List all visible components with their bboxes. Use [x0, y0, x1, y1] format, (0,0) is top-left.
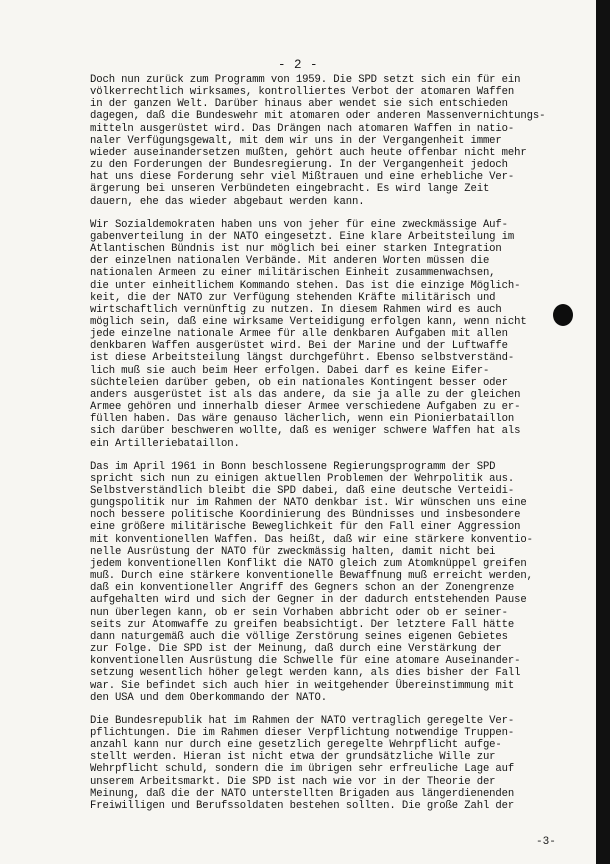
paragraph: [90, 715, 566, 812]
text-line: anzahl kann nur durch eine gesetzlich geregelte Wehrpflicht aufge-: [90, 739, 502, 752]
text-line: muß. Durch eine stärkere konventionelle Bewaffnung muß erreicht werden,: [90, 570, 533, 583]
scan-edge: [596, 0, 610, 864]
text-line: Armee gehören und innerhalb dieser Armee verschiedene Aufgaben zu er-: [90, 401, 521, 414]
text-line: gabenverteilung in der NATO eingesetzt. Eine klare Arbeitsteilung im: [90, 230, 515, 243]
text-line: jede einzelne nationale Armee für alle denkbaren Aufgaben mit allen: [90, 328, 508, 341]
text-line: wirtschaftlich vernünftig zu nutzen. In diesem Rahmen wird es auch: [90, 303, 502, 316]
text-line: sich darüber beschweren wollte, daß es weniger schwere Waffen hat als: [90, 425, 521, 438]
text-line: völkerrechtlich wirksames, kontrolliertes Verbot der atomaren Waffen: [90, 86, 515, 99]
text-line: setzung wesentlich höher gelegt werden kann, als dies bisher der Fall: [90, 667, 521, 680]
text-line: Selbstverständlich bleibt die SPD dabei, daß eine deutsche Verteidi-: [90, 485, 515, 497]
text-line: naler Verfügungsgewalt, mit dem wir uns in der Vergangenheit immer: [90, 134, 502, 147]
text-line: war. Sie befindet sich auch hier in weitgehender Übereinstimmung mit: [90, 679, 515, 692]
text-line: zu den Forderungen der Bundesregierung. In der Vergangenheit jedoch: [90, 159, 508, 172]
text-line: hat uns diese Forderung sehr viel Mißtrauen und eine erhebliche Ver-: [90, 171, 515, 184]
text-line: der einzelnen nationalen Verbände. Mit anderen Worten müssen die: [90, 255, 490, 268]
text-line: Freiwilligen und Berufssoldaten bestehen sollten. Die große Zahl der: [90, 799, 515, 812]
text-line: daß ein konventioneller Angriff des Gegners schon an der Zonengrenze: [90, 582, 515, 595]
text-line: dagegen, daß die Bundeswehr mit atomaren oder anderen Massenvernichtungs-: [90, 110, 546, 123]
text-line: nun überlegen kann, ob er sein Vorhaben abbricht oder ob er seiner-: [90, 606, 508, 619]
text-line: jedem konventionellen Konflikt die NATO gleich zum Atomknüppel greifen: [90, 557, 527, 570]
text-line: ist diese Arbeitsteilung längst durchgeführt. Ebenso selbstverständ-: [90, 352, 515, 365]
text-line: nelle Ausrüstung der NATO für zweckmässig halten, damit nicht bei: [90, 545, 496, 558]
text-line: zur Folge. Die SPD ist der Meinung, daß durch eine Verstärkung der: [90, 643, 502, 656]
paragraph: [90, 219, 566, 450]
text-line: ein Artilleriebataillon.: [90, 437, 240, 450]
text-line: füllen haben. Das wäre genauso lächerlich, wenn ein Pionierbataillon: [90, 413, 515, 426]
text-line: eine größere militärische Beweglichkeit für den Fall einer Aggression: [90, 521, 521, 534]
text-line: aufgehalten wird und sich der Gegner in der dadurch entstehenden Pause: [90, 594, 527, 607]
text-line: pflichtungen. Die im Rahmen dieser Verpflichtung notwendige Truppen-: [90, 726, 515, 739]
text-line: Meinung, daß die der NATO unterstellten Brigaden aus längerdienenden: [90, 787, 515, 800]
text-line: seits zur Atomwaffe zu greifen beabsichtigt. Der letztere Fall hätte: [90, 618, 515, 631]
paragraph: [90, 461, 566, 704]
text-line: wieder auseinandersetzen mußten, gehört auch heute offenbar nicht mehr: [90, 146, 527, 159]
text-line: keit, die der NATO zur Verfügung stehenden Kräfte militärisch und: [90, 291, 496, 304]
text-line: lich muß sie auch beim Heer erfolgen. Dabei darf es keine Eifer-: [90, 364, 490, 377]
text-line: Doch nun zurück zum Programm von 1959. Die SPD setzt sich ein für ein: [90, 74, 521, 86]
text-line: noch bessere politische Koordinierung des Bündnisses und insbesondere: [90, 509, 521, 522]
text-line: Atlantischen Bündnis ist nur möglich bei einer starken Integration: [90, 243, 502, 256]
text-line: süchteleien darüber geben, ob ein nationales Kontingent besser oder: [90, 376, 508, 389]
text-line: denkbaren Waffen ausgerüstet wird. Bei der Marine und der Luftwaffe: [90, 340, 508, 353]
text-line: dauern, ehe das wieder abgebaut werden kann.: [90, 195, 365, 208]
text-line: ärgerung bei unseren Verbündeten eingebracht. Es wird lange Zeit: [90, 183, 490, 196]
text-line: mit konventionellen Waffen. Das heißt, daß wir eine stärkere konventio-: [90, 533, 533, 546]
text-line: gungspolitik nur im Rahmen der NATO denkbar ist. Wir wünschen uns eine: [90, 497, 527, 510]
text-line: stellt werden. Hieran ist nicht etwa der grundsätzliche Wille zur: [90, 751, 496, 764]
text-line: den USA und dem Oberkommando der NATO.: [90, 691, 328, 704]
text-line: die unter einheitlichem Kommando stehen. Das ist die einzige Möglich-: [90, 279, 521, 292]
text-line: anders ausgerüstet ist als das andere, da sie ja alle zu der gleichen: [90, 388, 521, 401]
text-line: nationalen Armeen zu einer militärischen Einheit zusammenwachsen,: [90, 267, 496, 280]
paragraph: [90, 74, 566, 208]
text-line: Die Bundesrepublik hat im Rahmen der NATO vertraglich geregelte Ver-: [90, 714, 515, 727]
text-line: Das im April 1961 in Bonn beschlossene Regierungsprogramm der SPD: [90, 460, 496, 473]
page-number: - 2 -: [277, 58, 318, 72]
text-line: Wehrpflicht schuld, sondern die im übrigen sehr erfreuliche Lage auf: [90, 763, 515, 776]
text-line: unserem Arbeitsmarkt. Die SPD ist nach wie vor in der Theorie der: [90, 775, 496, 788]
body-text: [90, 74, 566, 823]
text-line: dann naturgemäß auch die völlige Zerstörung seines eigenen Gebietes: [90, 630, 508, 643]
text-line: in der ganzen Welt. Darüber hinaus aber wendet sie sich entschieden: [90, 98, 508, 111]
text-line: mitteln ausgerüstet wird. Das Drängen nach atomaren Waffen in natio-: [90, 122, 515, 135]
text-line: Wir Sozialdemokraten haben uns von jeher für eine zweckmässige Auf-: [90, 218, 508, 231]
text-line: spricht sich nun zu einigen aktuellen Problemen der Wehrpolitik aus.: [90, 472, 515, 485]
text-line: möglich sein, daß eine wirksame Verteidigung erfolgen kann, wenn nicht: [90, 315, 527, 328]
text-line: konventionellen Ausrüstung die Schwelle für eine atomare Auseinander-: [90, 655, 521, 668]
continuation-mark: -3-: [536, 836, 556, 848]
